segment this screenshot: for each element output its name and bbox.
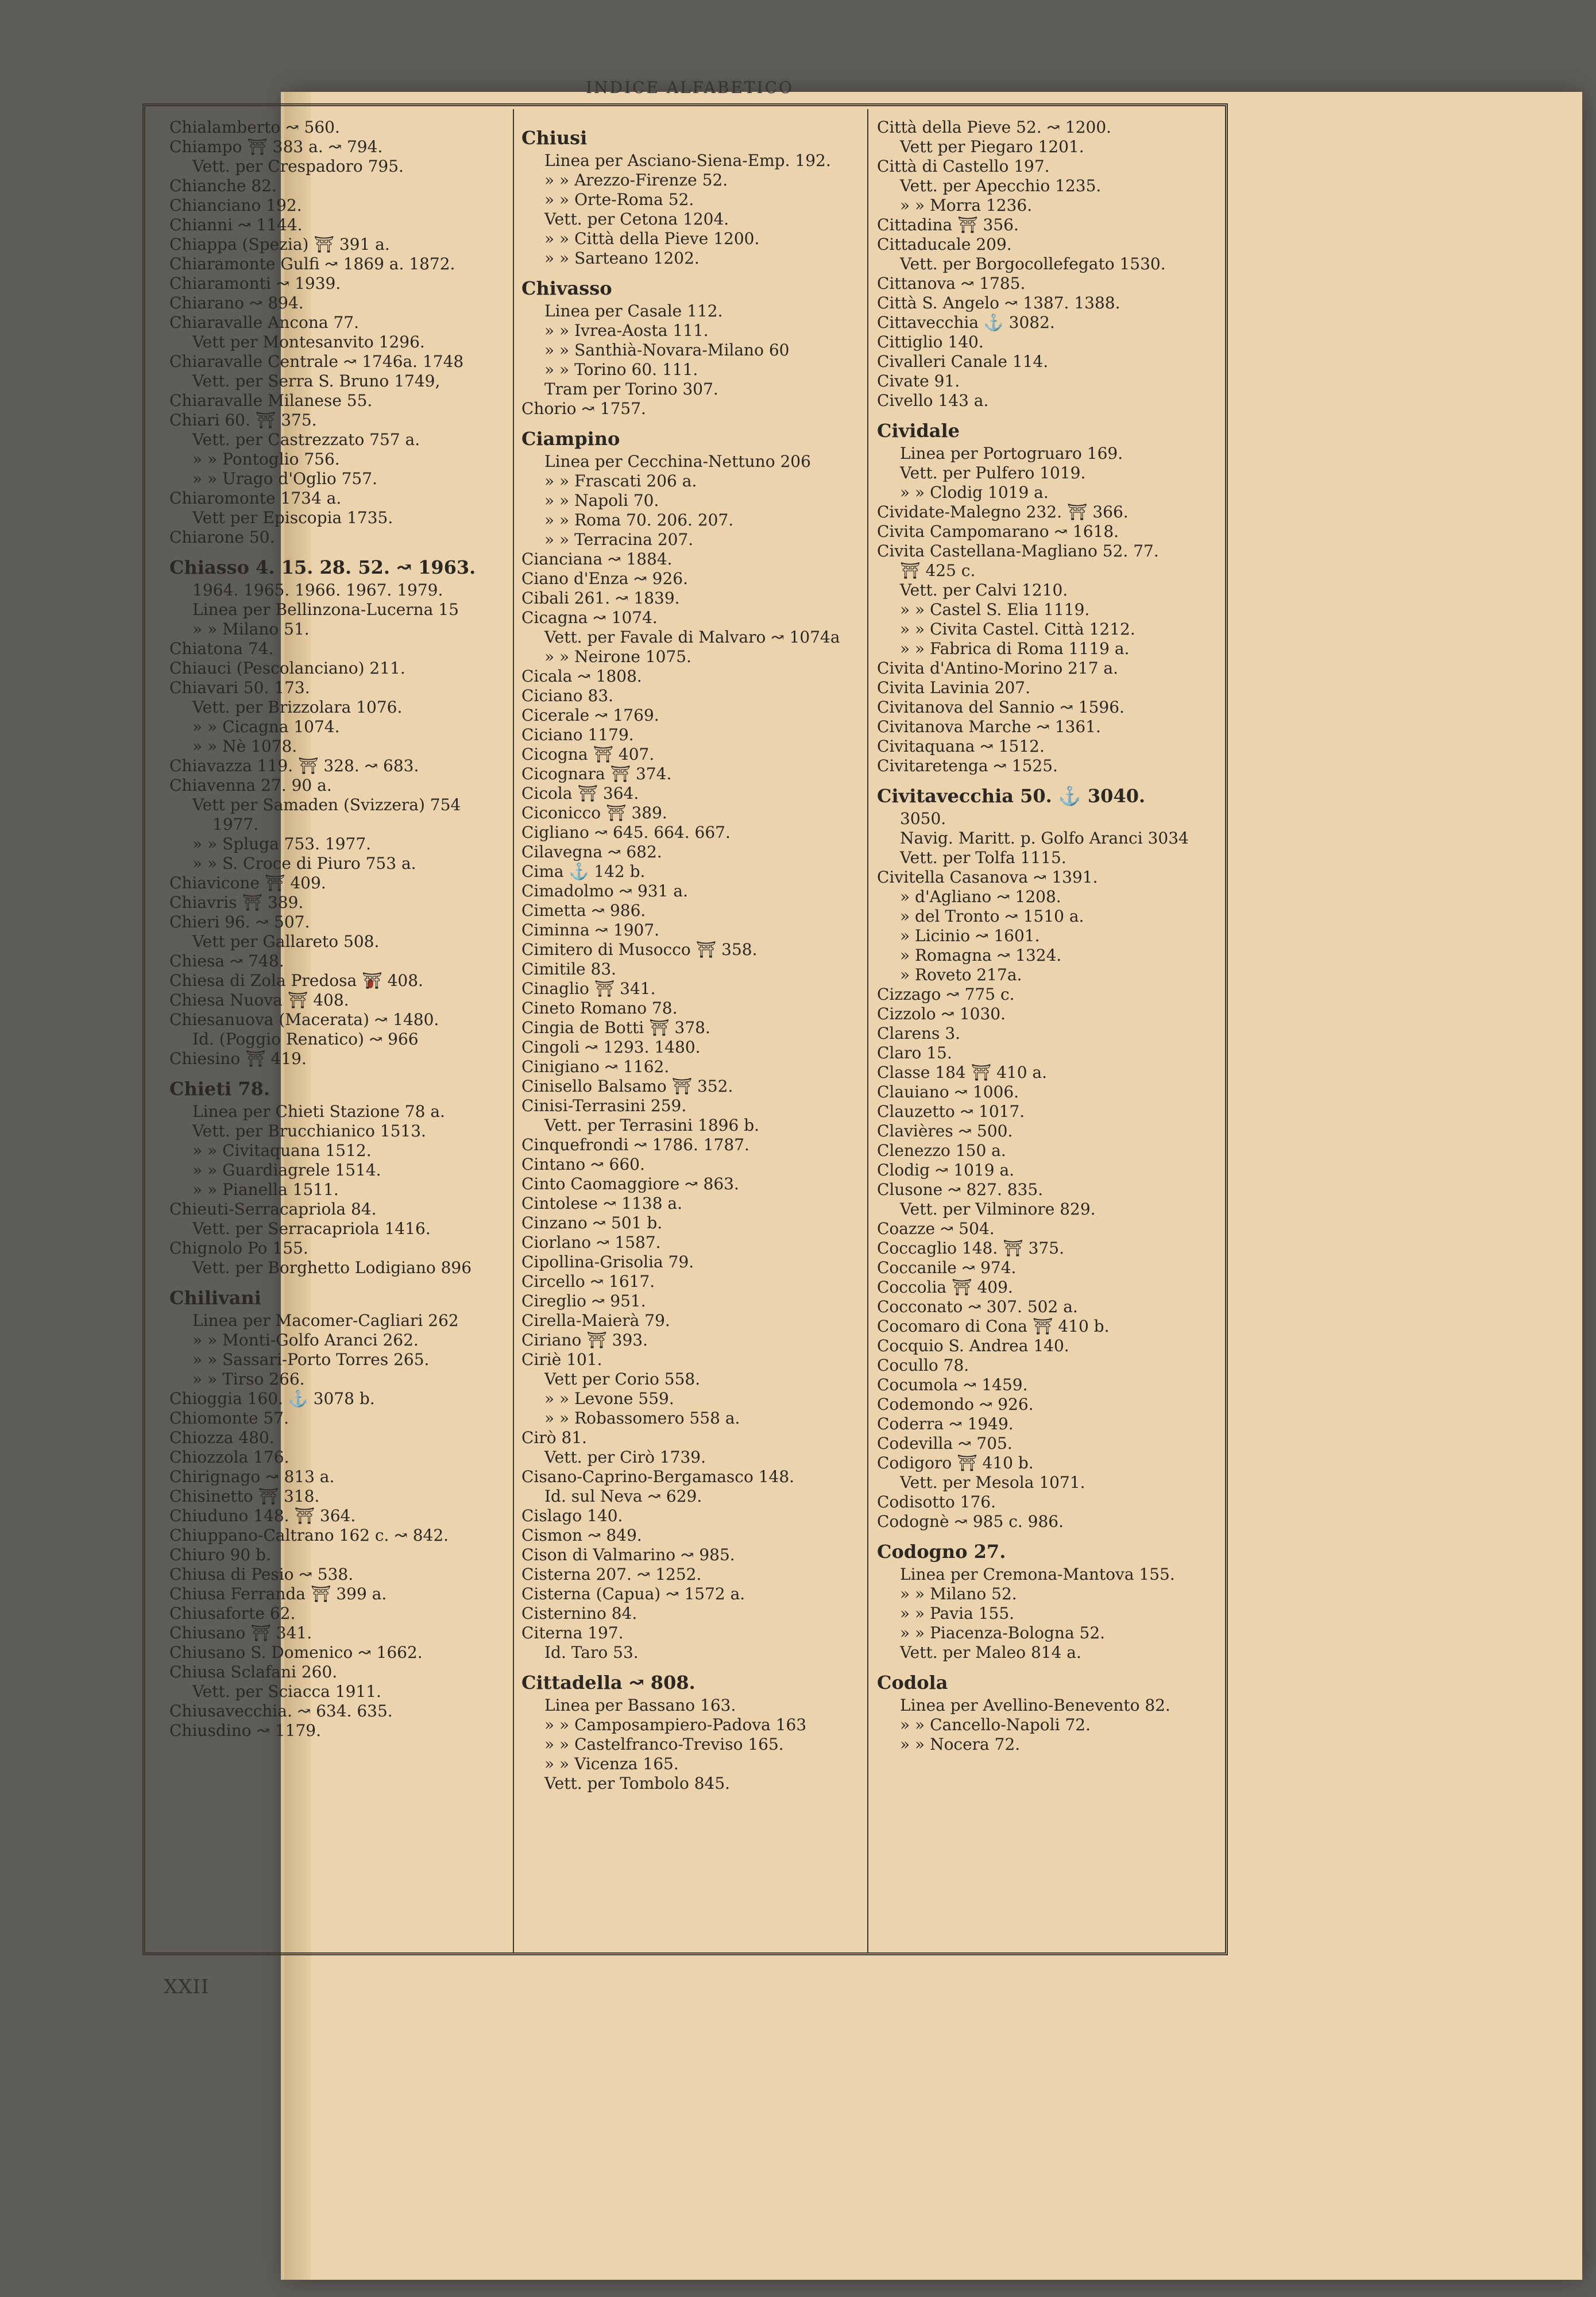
index-entry: Ciconicco ⛩ 389. (521, 803, 667, 822)
index-entry: » » Roma 70. 206. 207. (544, 511, 734, 529)
index-entry: » » Cancello-Napoli 72. (900, 1715, 1091, 1734)
index-entry: Vett. per Pulfero 1019. (900, 463, 1086, 482)
index-entry: Cison di Valmarino ↝ 985. (521, 1545, 735, 1564)
index-column-2 (521, 118, 866, 1950)
index-entry: Chiesa Nuova ⛩ 408. (169, 991, 349, 1010)
index-entry: Civello 143 a. (877, 391, 989, 410)
index-entry: Claro 15. (877, 1043, 952, 1062)
index-entry: Linea per Cecchina-Nettuno 206 (544, 452, 811, 471)
index-entry: Cilavegna ↝ 682. (521, 842, 662, 861)
index-entry: » » Torino 60. 111. (544, 360, 698, 379)
index-entry: Cicognara ⛩ 374. (521, 764, 672, 783)
index-heading: Codogno 27. (877, 1541, 1006, 1563)
index-entry: Chioggia 160. ⚓ 3078 b. (169, 1389, 375, 1408)
index-entry: Vett. per Brizzolara 1076. (192, 698, 403, 717)
index-entry: Vett. per Cetona 1204. (544, 210, 729, 229)
index-entry: Chiaramonti ↝ 1939. (169, 274, 341, 293)
index-entry: Ciano d'Enza ↝ 926. (521, 569, 689, 588)
index-entry: Cittadina ⛩ 356. (877, 215, 1019, 234)
index-entry: » del Tronto ↝ 1510 a. (900, 907, 1084, 926)
index-entry: Chiozzola 176. (169, 1448, 289, 1467)
index-entry: Coccaglio 148. ⛩ 375. (877, 1239, 1064, 1258)
index-entry: » » Urago d'Oglio 757. (192, 469, 377, 488)
index-entry: Linea per Casale 112. (544, 301, 723, 320)
index-entry: Chiavari 50. 173. (169, 678, 310, 697)
index-entry: Clusone ↝ 827. 835. (877, 1180, 1044, 1199)
index-entry: Vett per Samaden (Svizzera) 754 (192, 795, 461, 814)
index-entry: Cineto Romano 78. (521, 999, 678, 1018)
index-entry: » » Fabrica di Roma 1119 a. (900, 639, 1130, 658)
index-entry: » » Pianella 1511. (192, 1180, 339, 1199)
index-entry: Cizzago ↝ 775 c. (877, 985, 1015, 1004)
index-entry: Chianciano 192. (169, 196, 302, 215)
index-entry: Vett. per Cirò 1739. (544, 1448, 706, 1467)
index-entry: Chiusavecchia. ↝ 634. 635. (169, 1702, 393, 1720)
index-entry: Civitella Casanova ↝ 1391. (877, 868, 1098, 887)
index-entry: Coazze ↝ 504. (877, 1219, 995, 1238)
index-entry: Cinzano ↝ 501 b. (521, 1213, 663, 1232)
index-entry: Civita Lavinia 207. (877, 678, 1030, 697)
index-entry: » » Spluga 753. 1977. (192, 834, 372, 853)
index-entry: Codigoro ⛩ 410 b. (877, 1453, 1034, 1472)
index-entry: Cirò 81. (521, 1428, 588, 1447)
index-entry: Chiusa Ferranda ⛩ 399 a. (169, 1584, 387, 1603)
index-entry: » » Robassomero 558 a. (544, 1409, 740, 1428)
index-entry: » » Orte-Roma 52. (544, 190, 694, 209)
index-entry: » » Pontoglio 756. (192, 450, 340, 469)
index-entry: Vett. per Vilminore 829. (900, 1200, 1096, 1219)
index-entry: Chiesino ⛩ 419. (169, 1049, 307, 1068)
index-entry: » » Neirone 1075. (544, 647, 691, 666)
index-entry: » Licinio ↝ 1601. (900, 926, 1040, 945)
index-heading: Chieti 78. (169, 1078, 270, 1100)
index-entry: Civita Campomarano ↝ 1618. (877, 522, 1119, 541)
index-column-1 (169, 118, 514, 1950)
index-entry: Cintolese ↝ 1138 a. (521, 1194, 682, 1213)
index-entry: Linea per Asciano-Siena-Emp. 192. (544, 151, 831, 170)
index-entry: Chiusdino ↝ 1179. (169, 1721, 322, 1740)
index-entry: » » Castelfranco-Treviso 165. (544, 1735, 784, 1754)
index-entry: Cicagna ↝ 1074. (521, 608, 658, 627)
index-entry: Cinigiano ↝ 1162. (521, 1057, 670, 1076)
index-entry: Cocomaro di Cona ⛩ 410 b. (877, 1317, 1110, 1336)
index-entry: Chiomonte 57. (169, 1409, 289, 1428)
index-entry: Ciriè 101. (521, 1350, 602, 1369)
index-entry: Tram per Torino 307. (544, 380, 718, 399)
index-entry: » » Sarteano 1202. (544, 249, 700, 268)
index-entry: » » Tirso 266. (192, 1370, 305, 1389)
index-entry: Cingoli ↝ 1293. 1480. (521, 1038, 701, 1057)
index-entry: Codisotto 176. (877, 1492, 996, 1511)
index-entry: Cisano-Caprino-Bergamasco 148. (521, 1467, 795, 1486)
index-entry: Chorio ↝ 1757. (521, 399, 646, 418)
index-entry: Coderra ↝ 1949. (877, 1414, 1014, 1433)
index-entry: Chiaravalle Ancona 77. (169, 313, 360, 332)
index-entry: Cittavecchia ⚓ 3082. (877, 313, 1055, 332)
index-entry: Cigliano ↝ 645. 664. 667. (521, 823, 731, 842)
index-entry: Circello ↝ 1617. (521, 1272, 655, 1291)
index-entry: Classe 184 ⛩ 410 a. (877, 1063, 1048, 1082)
index-entry: 1977. (212, 815, 259, 834)
index-entry: » » Camposampiero-Padova 163 (544, 1715, 807, 1734)
index-heading: Chiusi (521, 127, 588, 149)
index-entry: Cinto Caomaggiore ↝ 863. (521, 1174, 739, 1193)
index-entry: Civita d'Antino-Morino 217 a. (877, 659, 1119, 678)
index-entry: Cingia de Botti ⛩ 378. (521, 1018, 710, 1037)
index-entry: Vett. per Castrezzato 757 a. (192, 430, 420, 449)
index-entry: Vett. per Calvi 1210. (900, 581, 1068, 600)
index-entry: Cianciana ↝ 1884. (521, 550, 673, 569)
index-heading: Civitavecchia 50. ⚓ 3040. (877, 785, 1146, 807)
index-entry: » » Città della Pieve 1200. (544, 229, 760, 248)
index-entry: Vett per Corio 558. (544, 1370, 701, 1389)
index-entry: Chianche 82. (169, 176, 277, 195)
index-entry: Vett per Piegaro 1201. (900, 137, 1084, 156)
index-entry: Cittaducale 209. (877, 235, 1012, 254)
index-entry: Ciorlano ↝ 1587. (521, 1233, 661, 1252)
index-entry: » » Frascati 206 a. (544, 471, 697, 490)
index-entry: Città della Pieve 52. ↝ 1200. (877, 118, 1112, 137)
index-entry: Id. sul Neva ↝ 629. (544, 1487, 702, 1506)
index-entry: » » Monti-Golfo Aranci 262. (192, 1331, 419, 1349)
index-entry: Vett. per Brucchianico 1513. (192, 1122, 426, 1140)
index-entry: Cintano ↝ 660. (521, 1155, 645, 1174)
index-entry: Chiusano ⛩ 341. (169, 1623, 312, 1642)
index-entry: Vett per Montesanvito 1296. (192, 332, 425, 351)
index-entry: Id. Taro 53. (544, 1643, 639, 1662)
index-entry: » » Nocera 72. (900, 1735, 1021, 1754)
index-entry: Cizzolo ↝ 1030. (877, 1004, 1006, 1023)
index-entry: 3050. (900, 809, 946, 828)
index-entry: » » Pavia 155. (900, 1604, 1015, 1623)
index-entry: Chiavris ⛩ 389. (169, 893, 304, 912)
index-entry: Cicogna ⛩ 407. (521, 745, 655, 764)
index-entry: » » Milano 51. (192, 620, 310, 639)
index-entry: Linea per Bassano 163. (544, 1696, 736, 1715)
column-divider (867, 109, 868, 1952)
index-entry: Chiaravalle Milanese 55. (169, 391, 373, 410)
index-entry: Cipollina-Grisolia 79. (521, 1252, 694, 1271)
index-entry: Cinquefrondi ↝ 1786. 1787. (521, 1135, 749, 1154)
index-entry: Coccolia ⛩ 409. (877, 1278, 1013, 1297)
index-entry: » » Sassari-Porto Torres 265. (192, 1350, 430, 1369)
index-entry: Chirignago ↝ 813 a. (169, 1467, 335, 1486)
index-entry: Linea per Portogruaro 169. (900, 444, 1123, 463)
index-entry: » » Vicenza 165. (544, 1754, 679, 1773)
index-heading: Chivasso (521, 277, 612, 299)
index-entry: Ciciano 1179. (521, 725, 634, 744)
index-entry: Vett. per Sciacca 1911. (192, 1682, 381, 1701)
index-entry: Chiaravalle Centrale ↝ 1746a. 1748 (169, 352, 464, 371)
index-entry: Cireglio ↝ 951. (521, 1291, 646, 1310)
index-entry: Vett. per Serra S. Bruno 1749, (192, 372, 440, 390)
index-entry: Codemondo ↝ 926. (877, 1395, 1034, 1414)
index-entry: Chiavenna 27. 90 a. (169, 776, 332, 795)
index-entry: Cirella-Maierà 79. (521, 1311, 670, 1330)
index-entry: Cinisello Balsamo ⛩ 352. (521, 1077, 733, 1096)
index-entry: Citerna 197. (521, 1623, 624, 1642)
index-entry: Chiatona 74. (169, 639, 274, 658)
index-entry: » Roveto 217a. (900, 965, 1022, 984)
index-entry: Cismon ↝ 849. (521, 1526, 642, 1545)
index-entry: » » Santhià-Novara-Milano 60 (544, 341, 790, 359)
index-entry: » » Levone 559. (544, 1389, 674, 1408)
index-entry: Civitaquana ↝ 1512. (877, 737, 1045, 756)
index-entry: Ciciano 83. (521, 686, 614, 705)
index-entry: Chignolo Po 155. (169, 1239, 308, 1258)
index-entry: Civate 91. (877, 372, 960, 390)
index-entry: Cinaglio ⛩ 341. (521, 979, 656, 998)
index-heading: Chilivani (169, 1287, 261, 1309)
index-entry: Ciriano ⛩ 393. (521, 1331, 648, 1349)
index-entry: Chiavazza 119. ⛩ 328. ↝ 683. (169, 756, 419, 775)
index-entry: Chiuro 90 b. (169, 1545, 271, 1564)
index-entry: Ciminna ↝ 1907. (521, 921, 660, 939)
index-entry: Vett. per Borgocollefegato 1530. (900, 254, 1166, 273)
index-entry: Cocullo 78. (877, 1356, 969, 1375)
index-entry: Civitanova del Sannio ↝ 1596. (877, 698, 1124, 717)
index-entry: » » S. Croce di Piuro 753 a. (192, 854, 416, 873)
index-entry: Cibali 261. ↝ 1839. (521, 589, 680, 608)
index-entry: » » Piacenza-Bologna 52. (900, 1623, 1106, 1642)
index-entry: Vett. per Crespadoro 795. (192, 157, 404, 176)
index-entry: Chiusa Sclafani 260. (169, 1662, 338, 1681)
index-entry: Chiaromonte 1734 a. (169, 489, 342, 508)
index-entry: Clenezzo 150 a. (877, 1141, 1006, 1160)
index-entry: Chieri 96. ↝ 507. (169, 912, 310, 931)
index-entry: Cisterna 207. ↝ 1252. (521, 1565, 702, 1584)
index-entry: Civitaretenga ↝ 1525. (877, 756, 1058, 775)
index-entry: » » Ivrea-Aosta 111. (544, 321, 709, 340)
index-entry: Coccanile ↝ 974. (877, 1258, 1017, 1277)
index-entry: » » Arezzo-Firenze 52. (544, 171, 728, 190)
index-column-3 (877, 118, 1222, 1950)
index-entry: Cocquio S. Andrea 140. (877, 1336, 1069, 1355)
index-entry: Linea per Bellinzona-Lucerna 15 (192, 600, 459, 619)
index-entry: Cimetta ↝ 986. (521, 901, 646, 920)
index-entry: Vett per Episcopia 1735. (192, 508, 393, 527)
index-entry: Civitanova Marche ↝ 1361. (877, 717, 1101, 736)
index-entry: Chiuppano-Caltrano 162 c. ↝ 842. (169, 1526, 449, 1545)
index-entry: 1964. 1965. 1966. 1967. 1979. (192, 581, 443, 600)
index-entry: Cocconato ↝ 307. 502 a. (877, 1297, 1078, 1316)
index-entry: Cicala ↝ 1808. (521, 667, 642, 686)
index-entry: Cimitero di Musocco ⛩ 358. (521, 940, 758, 959)
index-entry: Chialamberto ↝ 560. (169, 118, 340, 137)
index-entry: Vett. per Terrasini 1896 b. (544, 1116, 760, 1135)
index-heading: Cividale (877, 420, 960, 442)
index-heading: Chiasso 4. 15. 28. 52. ↝ 1963. (169, 556, 476, 578)
index-entry: Chiusano S. Domenico ↝ 1662. (169, 1643, 423, 1662)
index-entry: Id. (Poggio Renatico) ↝ 966 (192, 1030, 419, 1049)
index-entry: Chieuti-Serracapriola 84. (169, 1200, 377, 1219)
index-entry: Chiaramonte Gulfi ↝ 1869 a. 1872. (169, 254, 455, 273)
index-entry: Chiesa ↝ 748. (169, 952, 284, 970)
index-entry: Linea per Macomer-Cagliari 262 (192, 1311, 459, 1330)
index-entry: Vett. per Favale di Malvaro ↝ 1074a (544, 628, 840, 647)
index-entry: Chiusaforte 62. (169, 1604, 296, 1623)
index-heading: Cittadella ↝ 808. (521, 1672, 695, 1693)
index-entry: » » Castel S. Elia 1119. (900, 600, 1090, 619)
index-entry: Linea per Avellino-Benevento 82. (900, 1696, 1170, 1715)
index-entry: Chiampo ⛩ 383 a. ↝ 794. (169, 137, 383, 156)
index-heading: Ciampino (521, 428, 620, 450)
index-entry: Chiappa (Spezia) ⛩ 391 a. (169, 235, 390, 254)
index-entry: Clarens 3. (877, 1024, 961, 1043)
index-entry: » Romagna ↝ 1324. (900, 946, 1062, 965)
index-entry: Chiarone 50. (169, 528, 275, 547)
page-header: INDICE ALFABETICO (586, 78, 794, 97)
index-entry: Cittanova ↝ 1785. (877, 274, 1026, 293)
index-entry: Chisinetto ⛩ 318. (169, 1487, 320, 1506)
index-entry: Cisternino 84. (521, 1604, 637, 1623)
index-entry: Chianni ↝ 1144. (169, 215, 303, 234)
index-entry: Cima ⚓ 142 b. (521, 862, 646, 881)
index-entry: Linea per Cremona-Mantova 155. (900, 1565, 1175, 1584)
index-entry: Vett. per Apecchio 1235. (900, 176, 1102, 195)
index-entry: » d'Agliano ↝ 1208. (900, 887, 1061, 906)
index-entry: Chiesa di Zola Predosa ⛩ 408. (169, 971, 423, 990)
index-entry: » » Terracina 207. (544, 530, 694, 549)
index-entry: » » Cicagna 1074. (192, 717, 340, 736)
index-entry: Vett. per Tombolo 845. (544, 1774, 731, 1793)
index-entry: Cicola ⛩ 364. (521, 784, 639, 803)
index-entry: Vett. per Maleo 814 a. (900, 1643, 1081, 1662)
index-entry: Navig. Maritt. p. Golfo Aranci 3034 (900, 829, 1189, 848)
index-entry: Cividate-Malegno 232. ⛩ 366. (877, 502, 1129, 521)
index-entry: Codognè ↝ 985 c. 986. (877, 1512, 1064, 1531)
index-entry: » » Milano 52. (900, 1584, 1017, 1603)
index-entry: » » Napoli 70. (544, 491, 659, 510)
index-entry: Cimadolmo ↝ 931 a. (521, 881, 688, 900)
index-entry: Vett per Gallareto 508. (192, 932, 380, 951)
index-entry: » » Nè 1078. (192, 737, 297, 756)
index-entry: Vett. per Tolfa 1115. (900, 848, 1066, 867)
index-entry: Cinisi-Terrasini 259. (521, 1096, 687, 1115)
index-entry: Chiozza 480. (169, 1428, 275, 1447)
index-entry: Linea per Chieti Stazione 78 a. (192, 1102, 445, 1121)
index-entry: ⛩ 425 c. (900, 561, 976, 580)
index-entry: Chiauci (Pescolanciano) 211. (169, 659, 405, 678)
index-entry: Civita Castellana-Magliano 52. 77. (877, 542, 1159, 560)
index-entry: » » Civita Castel. Città 1212. (900, 620, 1135, 639)
index-entry: Cocumola ↝ 1459. (877, 1375, 1028, 1394)
index-entry: » » Morra 1236. (900, 196, 1033, 215)
index-entry: Città di Castello 197. (877, 157, 1050, 176)
index-heading: Codola (877, 1672, 948, 1693)
index-entry: » » Guardiagrele 1514. (192, 1161, 381, 1180)
index-entry: Cicerale ↝ 1769. (521, 706, 659, 725)
index-entry: Chiari 60. ⛩ 375. (169, 411, 317, 430)
index-entry: Chiuduno 148. ⛩ 364. (169, 1506, 356, 1525)
index-entry: Codevilla ↝ 705. (877, 1434, 1013, 1453)
index-entry: Chiesanuova (Macerata) ↝ 1480. (169, 1010, 439, 1029)
index-entry: Chiavicone ⛩ 409. (169, 873, 326, 892)
index-entry: Chiarano ↝ 894. (169, 293, 304, 312)
index-entry: » » Civitaquana 1512. (192, 1141, 372, 1160)
index-entry: Chiusa di Pesio ↝ 538. (169, 1565, 354, 1584)
index-entry: Città S. Angelo ↝ 1387. 1388. (877, 293, 1120, 312)
index-entry: Cimitile 83. (521, 960, 617, 979)
index-entry: Clauzetto ↝ 1017. (877, 1102, 1025, 1121)
index-entry: Civalleri Canale 114. (877, 352, 1049, 371)
index-entry: Vett. per Borghetto Lodigiano 896 (192, 1258, 472, 1277)
index-entry: Cittiglio 140. (877, 332, 984, 351)
index-entry: Clauiano ↝ 1006. (877, 1082, 1019, 1101)
index-entry: Clodig ↝ 1019 a. (877, 1161, 1015, 1180)
index-entry: Vett. per Serracapriola 1416. (192, 1219, 431, 1238)
index-entry: Cisterna (Capua) ↝ 1572 a. (521, 1584, 745, 1603)
index-entry: Vett. per Mesola 1071. (900, 1473, 1085, 1492)
page-number: XXII (164, 1975, 210, 1998)
index-entry: Clavières ↝ 500. (877, 1122, 1013, 1140)
index-entry: » » Clodig 1019 a. (900, 483, 1049, 502)
index-entry: Cislago 140. (521, 1506, 623, 1525)
